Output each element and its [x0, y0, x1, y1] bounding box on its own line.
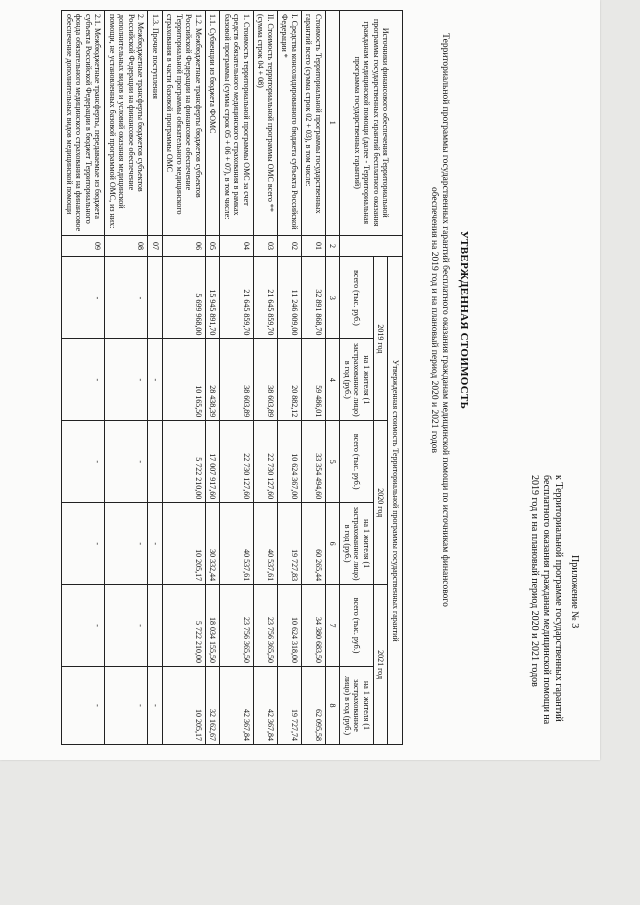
appendix-caption: к Территориальной программе государственных гарантий бесплатного оказания гражданам медицинской помощи на 2019 год и на плановый период 2020 и 2021 годов [529, 475, 564, 725]
table-row [220, 11, 254, 745]
value-2019-per-capita: 38 603,89 [220, 339, 254, 421]
value-2020-total: 22 730 127,60 [220, 421, 254, 503]
value-2020-per-capita: 19 727,83 [278, 503, 302, 585]
header-code [340, 235, 403, 257]
header-total: всего (тыс. руб.) [340, 585, 374, 667]
value-2021-per-capita: - [62, 667, 105, 745]
value-2020-total: - [62, 421, 105, 503]
header-per-capita: на 1 жителя (1 застрахованное лицо) в год (руб.) [340, 667, 374, 745]
value-2021-total: - [62, 585, 105, 667]
value-2020-total: 33 354 494,60 [302, 421, 326, 503]
row-code: 09 [62, 235, 105, 257]
header-source: Источники финансового обеспечения Территориальной программы государственных гарантий бесплатного оказания гражданам медицинской помощи (далее - Территориальная программа государственных гарантий) [340, 11, 403, 236]
row-source-label: I. Средства консолидированного бюджета субъекта Российской Федерации * [278, 11, 302, 236]
value-2019-per-capita: 10 165,50 [163, 339, 206, 421]
header-per-capita: на 1 жителя (1 застрахованное лицо) в год (руб.) [340, 339, 374, 421]
row-code: 03 [254, 235, 278, 257]
value-2021-per-capita: 42 367,84 [254, 667, 278, 745]
value-2019-total: 21 645 859,70 [254, 257, 278, 339]
value-2021-per-capita: 19 727,74 [278, 667, 302, 745]
row-source-label: 1.3. Прочие поступления [148, 11, 163, 236]
value-2020-per-capita: - [148, 503, 163, 585]
value-2020-per-capita: 40 537,61 [220, 503, 254, 585]
value-2021-per-capita: 10 205,17 [163, 667, 206, 745]
row-source-label: II. Стоимость территориальной программы ОМС всего ** (сумма строк 04 + 08) [254, 11, 278, 236]
column-index: 4 [326, 339, 341, 421]
row-code: 05 [206, 235, 221, 257]
table-row [278, 11, 302, 745]
value-2021-total: 23 756 365,50 [254, 585, 278, 667]
table-row [163, 11, 206, 745]
header-per-capita: на 1 жителя (1 застрахованное лицо) в год (руб.) [340, 503, 374, 585]
value-2019-total: 21 645 859,70 [220, 257, 254, 339]
header-group: Утвержденная стоимость Территориальной программы государственных гарантий [388, 257, 403, 745]
value-2020-per-capita: 60 265,44 [302, 503, 326, 585]
value-2019-per-capita: 38 603,89 [254, 339, 278, 421]
value-2020-total: 10 624 367,00 [278, 421, 302, 503]
value-2020-per-capita: 30 332,44 [206, 503, 221, 585]
value-2020-total [148, 421, 163, 503]
row-code: 02 [278, 235, 302, 257]
table-row [254, 11, 278, 745]
value-2019-per-capita: 59 486,01 [302, 339, 326, 421]
header-year-2019: 2019 год [374, 257, 389, 421]
document-title: УТВЕРЖДЕННАЯ СТОИМОСТЬ [458, 230, 470, 410]
value-2019-per-capita: 20 882,12 [278, 339, 302, 421]
row-code: 08 [105, 235, 148, 257]
row-source-label: 1.1. Субвенции из бюджета ФОМС [206, 11, 221, 236]
row-source-label: Стоимость Территориальной программы государственных гарантий всего (сумма строк 02 + 03), в том числе: [302, 11, 326, 236]
value-2021-total: 34 380 683,50 [302, 585, 326, 667]
value-2020-per-capita: 10 205,17 [163, 503, 206, 585]
value-2021-total: 23 756 365,50 [220, 585, 254, 667]
appendix-number: Приложение № 3 [569, 555, 580, 629]
column-index: 3 [326, 257, 341, 339]
value-2021-total [148, 585, 163, 667]
header-year-2021: 2021 год [374, 585, 389, 745]
value-2021-total: 10 624 318,00 [278, 585, 302, 667]
value-2019-per-capita: 28 438,39 [206, 339, 221, 421]
value-2020-per-capita: - [105, 503, 148, 585]
column-index-row [326, 11, 341, 745]
value-2019-per-capita: - [62, 339, 105, 421]
column-index: 7 [326, 585, 341, 667]
table-row [206, 11, 221, 745]
value-2019-total: 15 945 891,70 [206, 257, 221, 339]
row-code: 07 [148, 235, 163, 257]
column-index: 1 [326, 11, 341, 236]
value-2021-total: 18 034 155,50 [206, 585, 221, 667]
row-source-label: 1. Стоимость территориальной программы ОМС за счет средств обязательного медицинского страхования в рамках базовой программы (сумма строк 05 + 06 + 07), в том числе: [220, 11, 254, 236]
value-2019-total: 32 891 868,70 [302, 257, 326, 339]
value-2020-total: - [105, 421, 148, 503]
title-block [428, 20, 470, 620]
column-index: 5 [326, 421, 341, 503]
table-body [62, 11, 326, 745]
header-total: всего (тыс. руб.) [340, 421, 374, 503]
row-source-label: 2.1. Межбюджетные трансферты, передаваемые из бюджета субъекта Российской Федерации в бюджет Территориального фонда обязательного медицинского страхования на финансовое обеспечение дополнительных видов медицинской помощи [62, 11, 105, 236]
value-2020-per-capita: 40 537,61 [254, 503, 278, 585]
value-2021-per-capita: - [105, 667, 148, 745]
document-subtitle: Территориальной программы государственных гарантий бесплатного оказания гражданам медицинской помощи по источникам финансового обеспечения на 2019 год и на плановый период 2020 и 2021 годов [429, 33, 450, 607]
value-2019-total: 5 699 968,00 [163, 257, 206, 339]
row-source-label: 1.2. Межбюджетные трансферты бюджетов субъектов Российской Федерации на финансовое обеспечение Территориальной программы обязательного медицинского страхования в части базовой программы ОМС [163, 11, 206, 236]
cost-table [62, 10, 404, 745]
row-code: 06 [163, 235, 206, 257]
value-2020-per-capita: - [62, 503, 105, 585]
table-row [148, 11, 163, 745]
value-2020-total: 5 722 210,00 [163, 421, 206, 503]
value-2020-total: 17 007 917,60 [206, 421, 221, 503]
value-2020-total: 22 730 127,60 [254, 421, 278, 503]
value-2021-per-capita: 32 162,67 [206, 667, 221, 745]
column-index: 2 [326, 235, 341, 257]
header-total: всего (тыс. руб.) [340, 257, 374, 339]
value-2019-per-capita: - [148, 339, 163, 421]
value-2021-per-capita: - [148, 667, 163, 745]
value-2019-total [148, 257, 163, 339]
table-row [105, 11, 148, 745]
value-2021-per-capita: 42 367,84 [220, 667, 254, 745]
row-code: 04 [220, 235, 254, 257]
value-2019-total: - [105, 257, 148, 339]
column-index: 8 [326, 667, 341, 745]
appendix-block [528, 475, 580, 730]
table-row [62, 11, 105, 745]
header-year-2020: 2020 год [374, 421, 389, 585]
header-row-1 [388, 11, 403, 745]
row-code: 01 [302, 235, 326, 257]
row-source-label: 2. Межбюджетные трансферты бюджетов субъектов Российской Федерации на финансовое обеспечение дополнительных видов и условий оказания медицинской помощи, не установленных базовой программой ОМС, из них: [105, 11, 148, 236]
value-2021-total: 5 722 210,00 [163, 585, 206, 667]
value-2021-total: - [105, 585, 148, 667]
value-2019-total: - [62, 257, 105, 339]
table-row [302, 11, 326, 745]
value-2021-per-capita: 62 095,58 [302, 667, 326, 745]
value-2019-per-capita: - [105, 339, 148, 421]
value-2019-total: 11 246 009,00 [278, 257, 302, 339]
column-index: 6 [326, 503, 341, 585]
